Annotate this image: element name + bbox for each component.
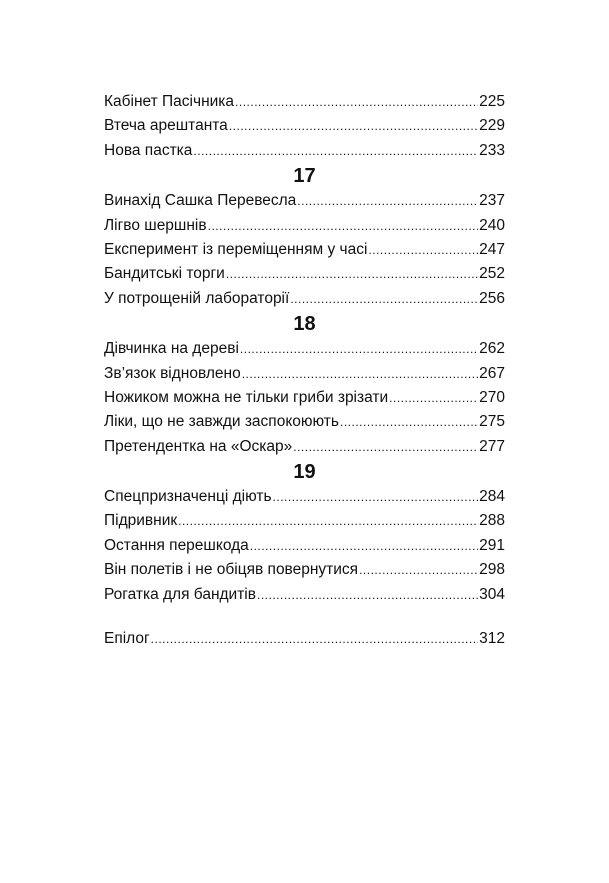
toc-entry-page: 312 (479, 630, 505, 648)
table-of-contents (104, 90, 505, 651)
toc-entry-title: Він полетів і не обіцяв повернутися (104, 561, 359, 579)
dot-leader (359, 558, 478, 582)
dot-leader (250, 534, 478, 558)
toc-entry-title: Експеримент із переміщенням у часі (104, 240, 368, 258)
toc-entry-title: Винахід Сашка Перевесла (104, 192, 297, 210)
dot-leader (193, 139, 478, 163)
toc-entry-page: 277 (479, 437, 505, 455)
toc-entry-page: 267 (479, 364, 505, 382)
toc-entry-page: 284 (479, 488, 505, 506)
section-gap (104, 607, 505, 627)
toc-entry (104, 337, 505, 361)
dot-leader (293, 435, 478, 459)
toc-entry (104, 509, 505, 533)
dot-leader (226, 262, 478, 286)
toc-entry (104, 558, 505, 582)
toc-entry-title: Нова пастка (104, 141, 193, 159)
toc-entry (104, 410, 505, 434)
toc-entry-title: Зв’язок відновлено (104, 364, 241, 382)
toc-entry (104, 435, 505, 459)
toc-entry (104, 238, 505, 262)
dot-leader (151, 627, 478, 651)
toc-entry-page: 252 (479, 265, 505, 283)
toc-entry-title: У потрощеній лабораторії (104, 289, 290, 307)
toc-entry-page: 262 (479, 340, 505, 358)
toc-entry (104, 90, 505, 114)
toc-entry-title: Рогатка для бандитів (104, 585, 256, 603)
dot-leader (389, 386, 478, 410)
toc-entry-page: 240 (479, 216, 505, 234)
toc-entry-page: 256 (479, 289, 505, 307)
toc-entry (104, 534, 505, 558)
toc-entry-page: 237 (479, 192, 505, 210)
toc-entry-page: 288 (479, 512, 505, 530)
dot-leader (242, 362, 478, 386)
toc-entry (104, 262, 505, 286)
dot-leader (229, 114, 478, 138)
dot-leader (297, 189, 478, 213)
dot-leader (257, 583, 478, 607)
toc-entry-title: Епілог (104, 630, 150, 648)
toc-entry (104, 287, 505, 311)
toc-entry-page: 275 (479, 413, 505, 431)
part-heading-19: 19 (293, 461, 316, 484)
toc-entry-title: Підривник (104, 512, 178, 530)
toc-entry-title: Претендентка на «Оскар» (104, 437, 293, 455)
toc-entry (104, 583, 505, 607)
toc-entry-page: 233 (479, 141, 505, 159)
dot-leader (178, 509, 478, 533)
toc-entry-title: Остання перешкода (104, 536, 249, 554)
toc-entry-title: Втеча арештанта (104, 117, 228, 135)
toc-entry-page: 229 (479, 117, 505, 135)
dot-leader (240, 337, 478, 361)
toc-entry (104, 386, 505, 410)
dot-leader (290, 287, 478, 311)
toc-entry-title: Спецпризначенці діють (104, 488, 272, 506)
toc-entry (104, 139, 505, 163)
toc-entry-page: 298 (479, 561, 505, 579)
dot-leader (235, 90, 478, 114)
toc-entry-page: 270 (479, 388, 505, 406)
part-heading-17: 17 (293, 165, 316, 188)
toc-entry-title: Бандитські торги (104, 265, 225, 283)
toc-entry-page: 247 (479, 240, 505, 258)
toc-entry (104, 114, 505, 138)
toc-entry-title: Ножиком можна не тільки гриби зрізати (104, 388, 389, 406)
toc-entry-title: Лігво шершнів (104, 216, 207, 234)
dot-leader (208, 214, 479, 238)
toc-entry (104, 214, 505, 238)
dot-leader (340, 410, 478, 434)
toc-entry-title: Кабінет Пасічника (104, 93, 235, 110)
toc-entry-page: 291 (479, 536, 505, 554)
toc-entry-epilogue (104, 627, 505, 651)
toc-entry (104, 485, 505, 509)
dot-leader (273, 485, 479, 509)
toc-entry-page: 304 (479, 585, 505, 603)
toc-entry-title: Ліки, що не завжди заспокоюють (104, 413, 339, 431)
part-heading-18: 18 (293, 313, 316, 336)
toc-entry-page: 225 (479, 93, 505, 110)
toc-entry (104, 189, 505, 213)
toc-entry-title: Дівчинка на дереві (104, 340, 239, 358)
toc-entry (104, 362, 505, 386)
dot-leader (368, 238, 478, 262)
